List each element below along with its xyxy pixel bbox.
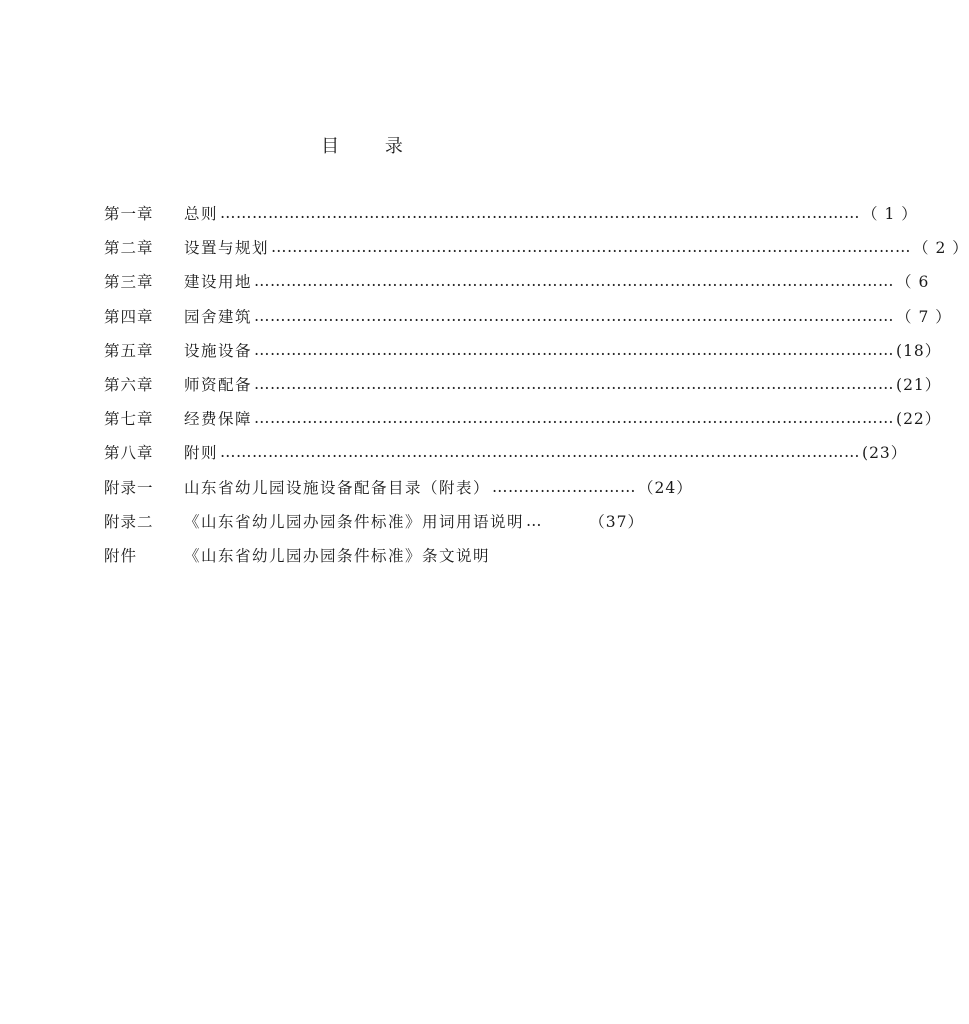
toc-entry-title: 《山东省幼儿园办园条件标准》条文说明	[184, 546, 491, 565]
toc-list	[104, 196, 969, 572]
toc-leader-dots: …	[526, 511, 543, 530]
toc-entry-title: 设置与规划	[184, 239, 270, 258]
toc-entry-page: （24）	[638, 478, 693, 497]
toc-entry-title: 经费保障	[184, 410, 253, 429]
toc-leader-dots: …………………………………………………………………………………………………………	[254, 409, 895, 428]
toc-entry-label: 第八章	[104, 444, 154, 463]
toc-entry-page: （ 6	[896, 273, 930, 292]
toc-entry-title: 园舍建筑	[184, 307, 253, 326]
toc-entry-label: 附录一	[104, 478, 154, 497]
toc-entry-page: (23）	[862, 444, 908, 463]
toc-leader-dots: …………………………………………………………………………………………………………	[254, 272, 895, 291]
toc-entry	[104, 299, 952, 333]
toc-entry-title: 设施设备	[184, 341, 253, 360]
toc-entry-label: 第四章	[104, 307, 154, 326]
toc-entry-page: (18）	[896, 341, 942, 360]
toc-entry-title: 总则	[184, 205, 219, 224]
toc-leader-dots: …………………………………………………………………………………………………………	[254, 340, 895, 359]
toc-entry-label: 第三章	[104, 273, 154, 292]
toc-entry-title: 山东省幼儿园设施设备配备目录（附表）	[184, 478, 491, 497]
toc-entry	[104, 401, 942, 435]
toc-entry	[104, 538, 644, 572]
toc-entry-title: 师资配备	[184, 376, 253, 395]
toc-entry-label: 第六章	[104, 376, 154, 395]
toc-entry	[104, 333, 942, 367]
toc-entry	[104, 470, 693, 504]
toc-leader-dots: …………………………………………………………………………………………………………	[254, 375, 895, 394]
toc-leader-dots: ………………………	[492, 477, 637, 496]
toc-entry	[104, 504, 644, 538]
toc-entry	[104, 435, 908, 469]
toc-entry-page: (21）	[896, 376, 942, 395]
toc-entry-label: 第一章	[104, 205, 154, 224]
toc-leader-dots: …………………………………………………………………………………………………………	[271, 238, 912, 257]
toc-entry	[104, 196, 918, 230]
toc-entry	[104, 264, 930, 298]
toc-entry	[104, 230, 969, 264]
toc-entry-page: （ 2 ）	[913, 239, 969, 258]
toc-entry-title: 附则	[184, 444, 219, 463]
toc-entry-page: （ 7 ）	[896, 307, 952, 326]
toc-leader-dots: …………………………………………………………………………………………………………	[254, 306, 895, 325]
toc-entry-label: 第二章	[104, 239, 154, 258]
toc-entry-title: 建设用地	[184, 273, 253, 292]
toc-entry	[104, 367, 942, 401]
toc-entry-page: (22）	[896, 410, 942, 429]
toc-leader-dots: …………………………………………………………………………………………………………	[220, 443, 861, 462]
toc-entry-title: 《山东省幼儿园办园条件标准》用词用语说明	[184, 512, 525, 531]
toc-entry-label: 第五章	[104, 341, 154, 360]
toc-entry-page: （37）	[589, 512, 644, 531]
toc-entry-label: 附录二	[104, 512, 154, 531]
toc-title: 目 录	[321, 136, 423, 157]
toc-entry-label: 第七章	[104, 410, 154, 429]
toc-entry-label: 附件	[104, 546, 138, 565]
toc-entry-page: （ 1 ）	[862, 205, 918, 224]
toc-leader-dots: …………………………………………………………………………………………………………	[220, 204, 861, 223]
